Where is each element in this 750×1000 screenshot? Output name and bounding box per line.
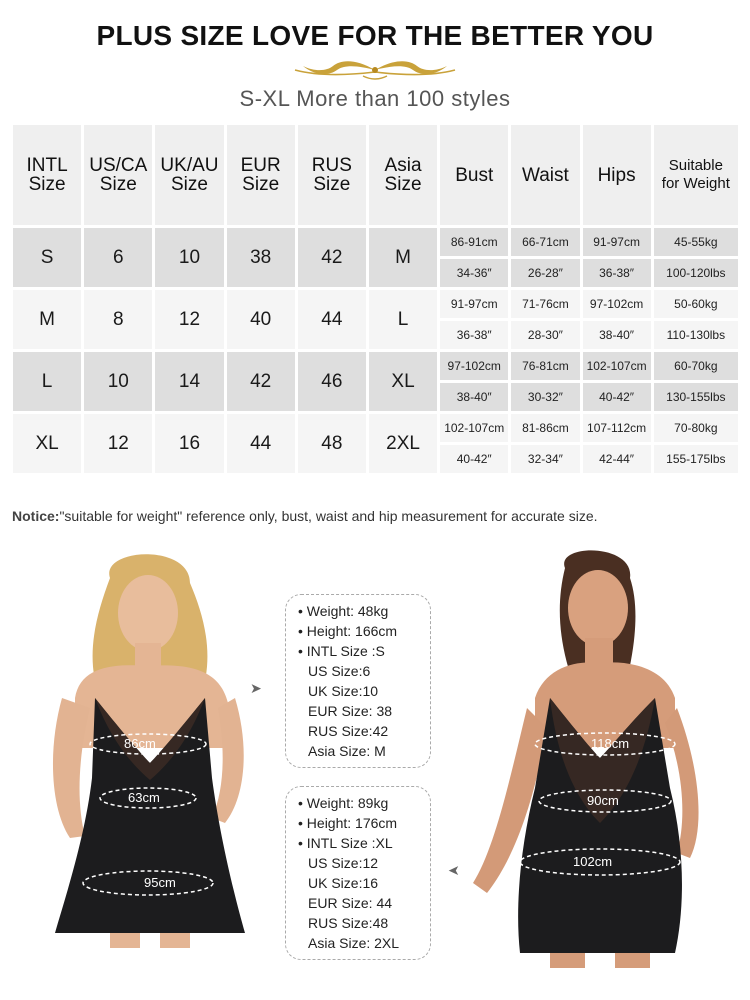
cell-weight-kg: 70-80kg	[654, 414, 738, 442]
cell-hips-in: 42-44″	[583, 445, 651, 473]
cell-rus: 42	[298, 228, 366, 287]
arrow-left-icon: ➤	[250, 680, 262, 696]
cell-eur: 42	[227, 352, 295, 411]
cell-eur: 40	[227, 290, 295, 349]
model-info-box-2: • Weight: 89kg • Height: 176cm • INTL Size :XL US Size:12 UK Size:16 EUR Size: 44 RUS Size:48 Asia Size: 2XL	[285, 786, 431, 960]
table-header-row	[13, 125, 738, 225]
cell-asia: XL	[369, 352, 437, 411]
cell-intl: M	[13, 290, 81, 349]
model-photo-left	[40, 548, 255, 948]
bust-measure-label: 118cm	[591, 736, 630, 751]
waist-measure-label: 90cm	[587, 793, 619, 808]
table-row	[13, 414, 738, 442]
cell-us: 12	[84, 414, 152, 473]
gold-flourish-icon	[285, 56, 465, 84]
cell-weight-lbs: 155-175lbs	[654, 445, 738, 473]
page-title: PLUS SIZE LOVE FOR THE BETTER YOU	[96, 20, 654, 51]
hips-measure-label: 95cm	[144, 875, 176, 890]
cell-weight-kg: 60-70kg	[654, 352, 738, 380]
header-us-size: US/CA Size	[84, 125, 152, 225]
cell-us: 8	[84, 290, 152, 349]
header-intl-size: INTL Size	[13, 125, 81, 225]
header-suitable-weight: Suitable for Weight	[654, 125, 738, 225]
cell-eur: 38	[227, 228, 295, 287]
cell-hips-cm: 97-102cm	[583, 290, 651, 318]
cell-hips-cm: 102-107cm	[583, 352, 651, 380]
table-row	[13, 290, 738, 318]
cell-waist-in: 28-30″	[511, 321, 579, 349]
cell-intl: L	[13, 352, 81, 411]
arrow-right-icon: ➤	[448, 862, 460, 878]
cell-waist-cm: 66-71cm	[511, 228, 579, 256]
cell-asia: 2XL	[369, 414, 437, 473]
cell-waist-cm: 76-81cm	[511, 352, 579, 380]
cell-bust-in: 34-36″	[440, 259, 508, 287]
cell-bust-in: 40-42″	[440, 445, 508, 473]
cell-uk: 16	[155, 414, 223, 473]
cell-hips-in: 40-42″	[583, 383, 651, 411]
header-asia-size: Asia Size	[369, 125, 437, 225]
cell-bust-cm: 86-91cm	[440, 228, 508, 256]
cell-hips-in: 38-40″	[583, 321, 651, 349]
bust-measure-label: 86cm	[124, 736, 156, 751]
cell-bust-in: 36-38″	[440, 321, 508, 349]
cell-weight-kg: 50-60kg	[654, 290, 738, 318]
cell-waist-in: 26-28″	[511, 259, 579, 287]
cell-waist-cm: 81-86cm	[511, 414, 579, 442]
header-rus-size: RUS Size	[298, 125, 366, 225]
cell-waist-cm: 71-76cm	[511, 290, 579, 318]
header-eur-size: EUR Size	[227, 125, 295, 225]
cell-uk: 12	[155, 290, 223, 349]
cell-uk: 14	[155, 352, 223, 411]
cell-weight-lbs: 100-120lbs	[654, 259, 738, 287]
cell-uk: 10	[155, 228, 223, 287]
cell-rus: 46	[298, 352, 366, 411]
cell-rus: 44	[298, 290, 366, 349]
hips-measure-label: 102cm	[573, 854, 613, 869]
model-photo-right	[465, 548, 715, 968]
cell-intl: XL	[13, 414, 81, 473]
table-row	[13, 352, 738, 380]
cell-weight-lbs: 110-130lbs	[654, 321, 738, 349]
page-subtitle: S-XL More than 100 styles	[239, 86, 511, 111]
cell-us: 6	[84, 228, 152, 287]
cell-bust-cm: 91-97cm	[440, 290, 508, 318]
header-hips: Hips	[583, 125, 651, 225]
cell-rus: 48	[298, 414, 366, 473]
cell-asia: M	[369, 228, 437, 287]
table-row	[13, 228, 738, 256]
notice-text: Notice:"suitable for weight" reference only, bust, waist and hip measurement for accurate size.	[12, 508, 598, 524]
cell-hips-cm: 91-97cm	[583, 228, 651, 256]
cell-eur: 44	[227, 414, 295, 473]
model-info-box-1: • Weight: 48kg • Height: 166cm • INTL Size :S US Size:6 UK Size:10 EUR Size: 38 RUS Size:42 Asia Size: M	[285, 594, 431, 768]
header-bust: Bust	[440, 125, 508, 225]
waist-measure-label: 63cm	[128, 790, 160, 805]
cell-weight-kg: 45-55kg	[654, 228, 738, 256]
cell-bust-cm: 102-107cm	[440, 414, 508, 442]
cell-hips-cm: 107-112cm	[583, 414, 651, 442]
cell-us: 10	[84, 352, 152, 411]
cell-waist-in: 30-32″	[511, 383, 579, 411]
cell-hips-in: 36-38″	[583, 259, 651, 287]
header-waist: Waist	[511, 125, 579, 225]
cell-intl: S	[13, 228, 81, 287]
cell-bust-in: 38-40″	[440, 383, 508, 411]
cell-weight-lbs: 130-155lbs	[654, 383, 738, 411]
cell-waist-in: 32-34″	[511, 445, 579, 473]
cell-asia: L	[369, 290, 437, 349]
header-uk-size: UK/AU Size	[155, 125, 223, 225]
cell-bust-cm: 97-102cm	[440, 352, 508, 380]
size-chart-table	[10, 122, 741, 476]
